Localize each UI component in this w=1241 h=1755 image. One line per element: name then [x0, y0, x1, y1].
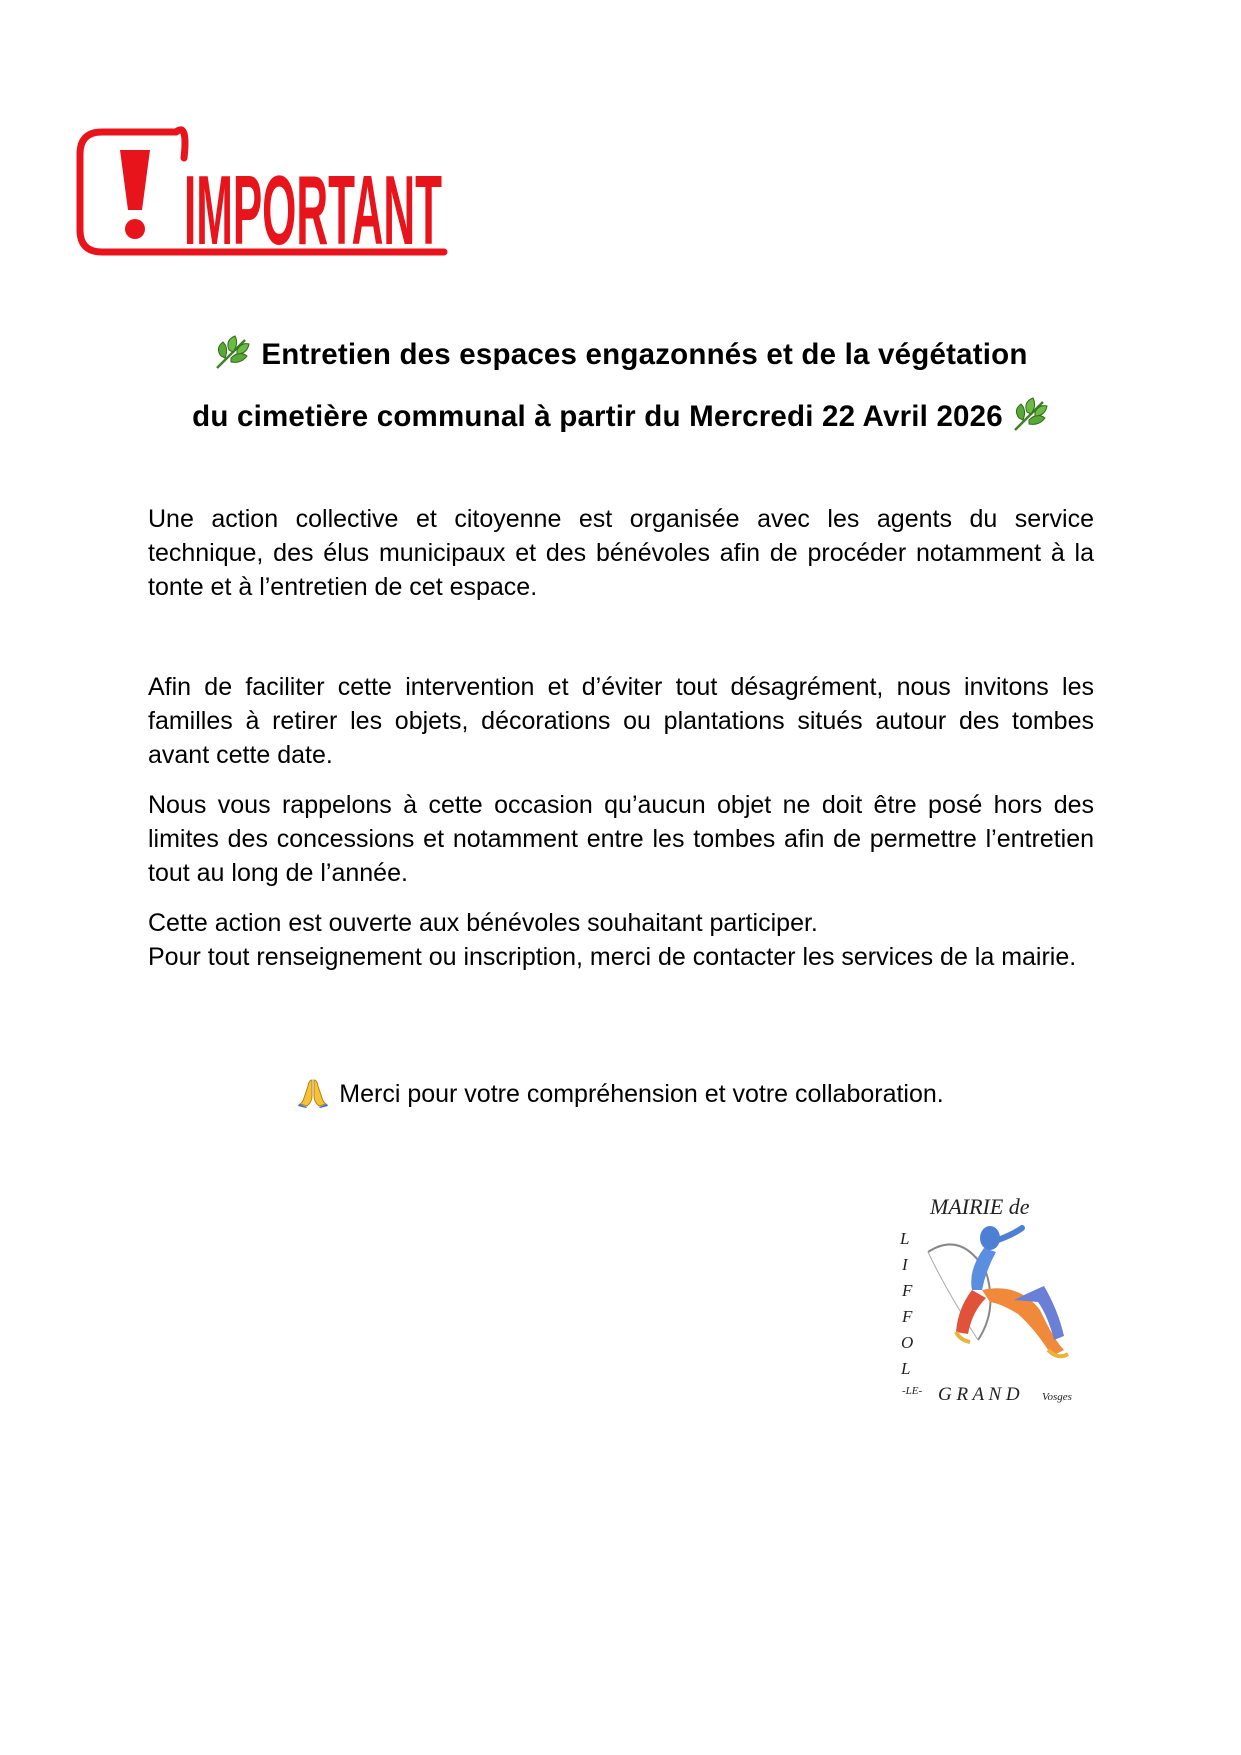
leaf-icon: [213, 334, 251, 372]
title-line-1-text: Entretien des espaces engazonnés et de la végétation: [261, 338, 1028, 371]
banner-word: IMPORTANT: [184, 155, 442, 265]
praying-hands-icon: [297, 1076, 329, 1108]
mairie-logo: [898, 1190, 1098, 1415]
page-title-line-1: [0, 334, 1241, 375]
logo-letter: F: [902, 1281, 913, 1300]
banner-frame-top: [176, 130, 185, 158]
logo-le: -LE-: [902, 1385, 923, 1397]
exclamation-icon: [120, 150, 150, 239]
logo-top-text: MAIRIE de: [930, 1194, 1030, 1219]
leaf-icon: [1011, 396, 1049, 434]
page-title-line-2: [0, 396, 1241, 437]
logo-grand: G R A N D: [938, 1384, 1020, 1405]
logo-letter: L: [900, 1229, 910, 1248]
closing-text: Merci pour votre compréhension et votre collaboration.: [339, 1080, 944, 1108]
paragraph-contact: Cette action est ouverte aux bénévoles souhaitant participer. Pour tout renseignement ou inscription, merci de contacter les services de la mairie.: [148, 909, 1077, 971]
logo-letter: F: [902, 1307, 913, 1326]
archer-figure: [928, 1226, 1068, 1356]
title-line-2-text: du cimetière communal à partir du Mercredi 22 Avril 2026: [192, 400, 1003, 433]
paragraph-request: Afin de faciliter cette intervention et d’éviter tout désagrément, nous invitons les familles à retirer les objets, décorations ou plantations situés autour des tombes avant cette date.: [148, 673, 1094, 769]
logo-region: Vosges: [1042, 1391, 1072, 1403]
logo-letter: I: [902, 1255, 908, 1274]
logo-letter: L: [901, 1359, 911, 1378]
paragraph-intro: Une action collective et citoyenne est organisée avec les agents du service technique, des élus municipaux et des bénévoles afin de procéder notamment à la tonte et à l’entretien de cet espace.: [148, 505, 1094, 601]
logo-letter: O: [901, 1333, 914, 1352]
important-banner: [72, 118, 450, 266]
paragraph-reminder: Nous vous rappelons à cette occasion qu’aucun objet ne doit être posé hors des limites des concessions et notamment entre les tombes afin de permettre l’entretien tout au long de l’année.: [148, 791, 1094, 887]
closing-line: [0, 1076, 1241, 1111]
